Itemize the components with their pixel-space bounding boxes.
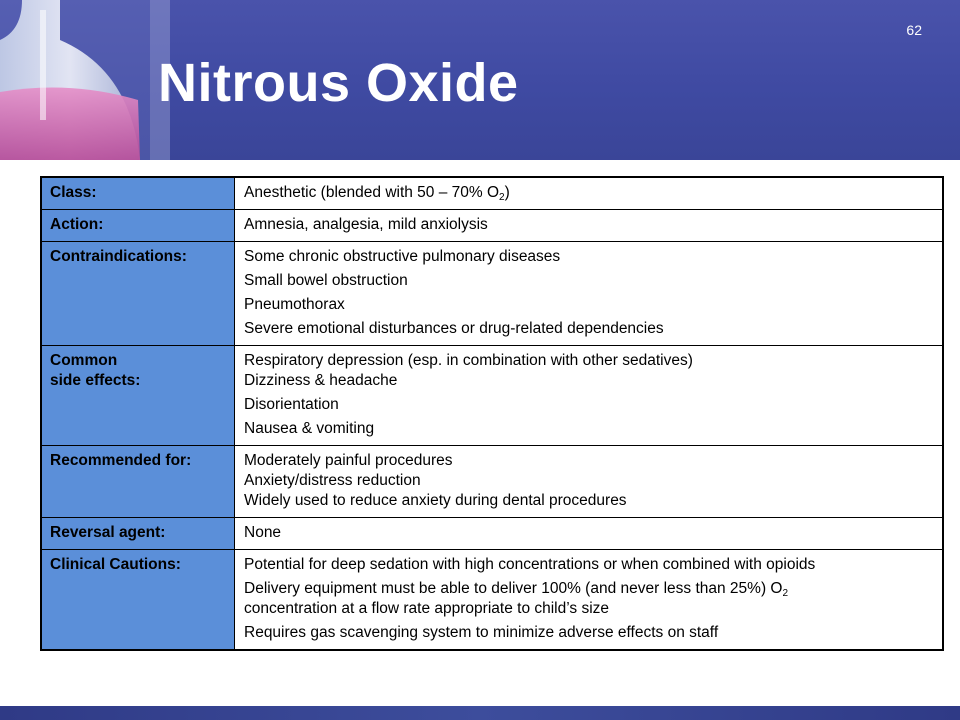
list-item: Respiratory depression (esp. in combination with other sedatives)	[244, 352, 693, 369]
list-item: Moderately painful procedures	[244, 452, 453, 469]
row-value	[235, 242, 944, 346]
slide-header	[0, 0, 960, 160]
slide-title: Nitrous Oxide	[158, 53, 519, 113]
row-label-line: side effects:	[50, 372, 141, 389]
slide-footer-bar	[0, 706, 960, 720]
drug-info-table	[40, 176, 944, 651]
flask-icon	[0, 0, 170, 160]
caution-text: Delivery equipment must be able to deliver 100% (and never less than 25%) O	[244, 580, 783, 597]
list-item: Pneumothorax	[244, 296, 345, 313]
row-label: Contraindications:	[41, 242, 235, 346]
class-value-text: Anesthetic (blended with 50 – 70% O	[244, 184, 500, 201]
row-value	[235, 177, 944, 210]
caution-subscript: 2	[782, 588, 789, 599]
table-row-class	[41, 177, 943, 210]
list-item: Small bowel obstruction	[244, 272, 408, 289]
row-value	[235, 550, 944, 651]
page-number: 62	[906, 22, 922, 38]
row-label: Reversal agent:	[41, 518, 235, 550]
list-item: Requires gas scavenging system to minimize adverse effects on staff	[244, 624, 719, 641]
row-label-line: Common	[50, 352, 118, 369]
row-label: Class:	[41, 177, 235, 210]
table-row-action	[41, 210, 943, 242]
table-row-reversal	[41, 518, 943, 550]
list-item: Severe emotional disturbances or drug-related dependencies	[244, 320, 664, 337]
list-item: Widely used to reduce anxiety during dental procedures	[244, 492, 627, 509]
row-label	[41, 346, 235, 446]
list-item	[244, 579, 936, 599]
row-label: Action:	[41, 210, 235, 242]
table-row-side-effects	[41, 346, 943, 446]
row-label: Recommended for:	[41, 446, 235, 518]
table-row-cautions	[41, 550, 943, 651]
list-item: Anxiety/distress reduction	[244, 472, 421, 489]
class-value-subscript: 2	[499, 192, 505, 203]
list-item: Potential for deep sedation with high concentrations or when combined with opioids	[244, 556, 816, 573]
row-value	[235, 346, 944, 446]
table-row-recommended	[41, 446, 943, 518]
list-item: concentration at a flow rate appropriate to child’s size	[244, 600, 610, 617]
row-value: Amnesia, analgesia, mild anxiolysis	[235, 210, 944, 242]
class-value-tail: )	[504, 184, 510, 201]
row-value: None	[235, 518, 944, 550]
list-item: Dizziness & headache	[244, 372, 398, 389]
row-label: Clinical Cautions:	[41, 550, 235, 651]
list-item: Nausea & vomiting	[244, 420, 375, 437]
list-item: Some chronic obstructive pulmonary diseases	[244, 248, 561, 265]
table-row-contraindications	[41, 242, 943, 346]
row-value	[235, 446, 944, 518]
list-item: Disorientation	[244, 396, 339, 413]
